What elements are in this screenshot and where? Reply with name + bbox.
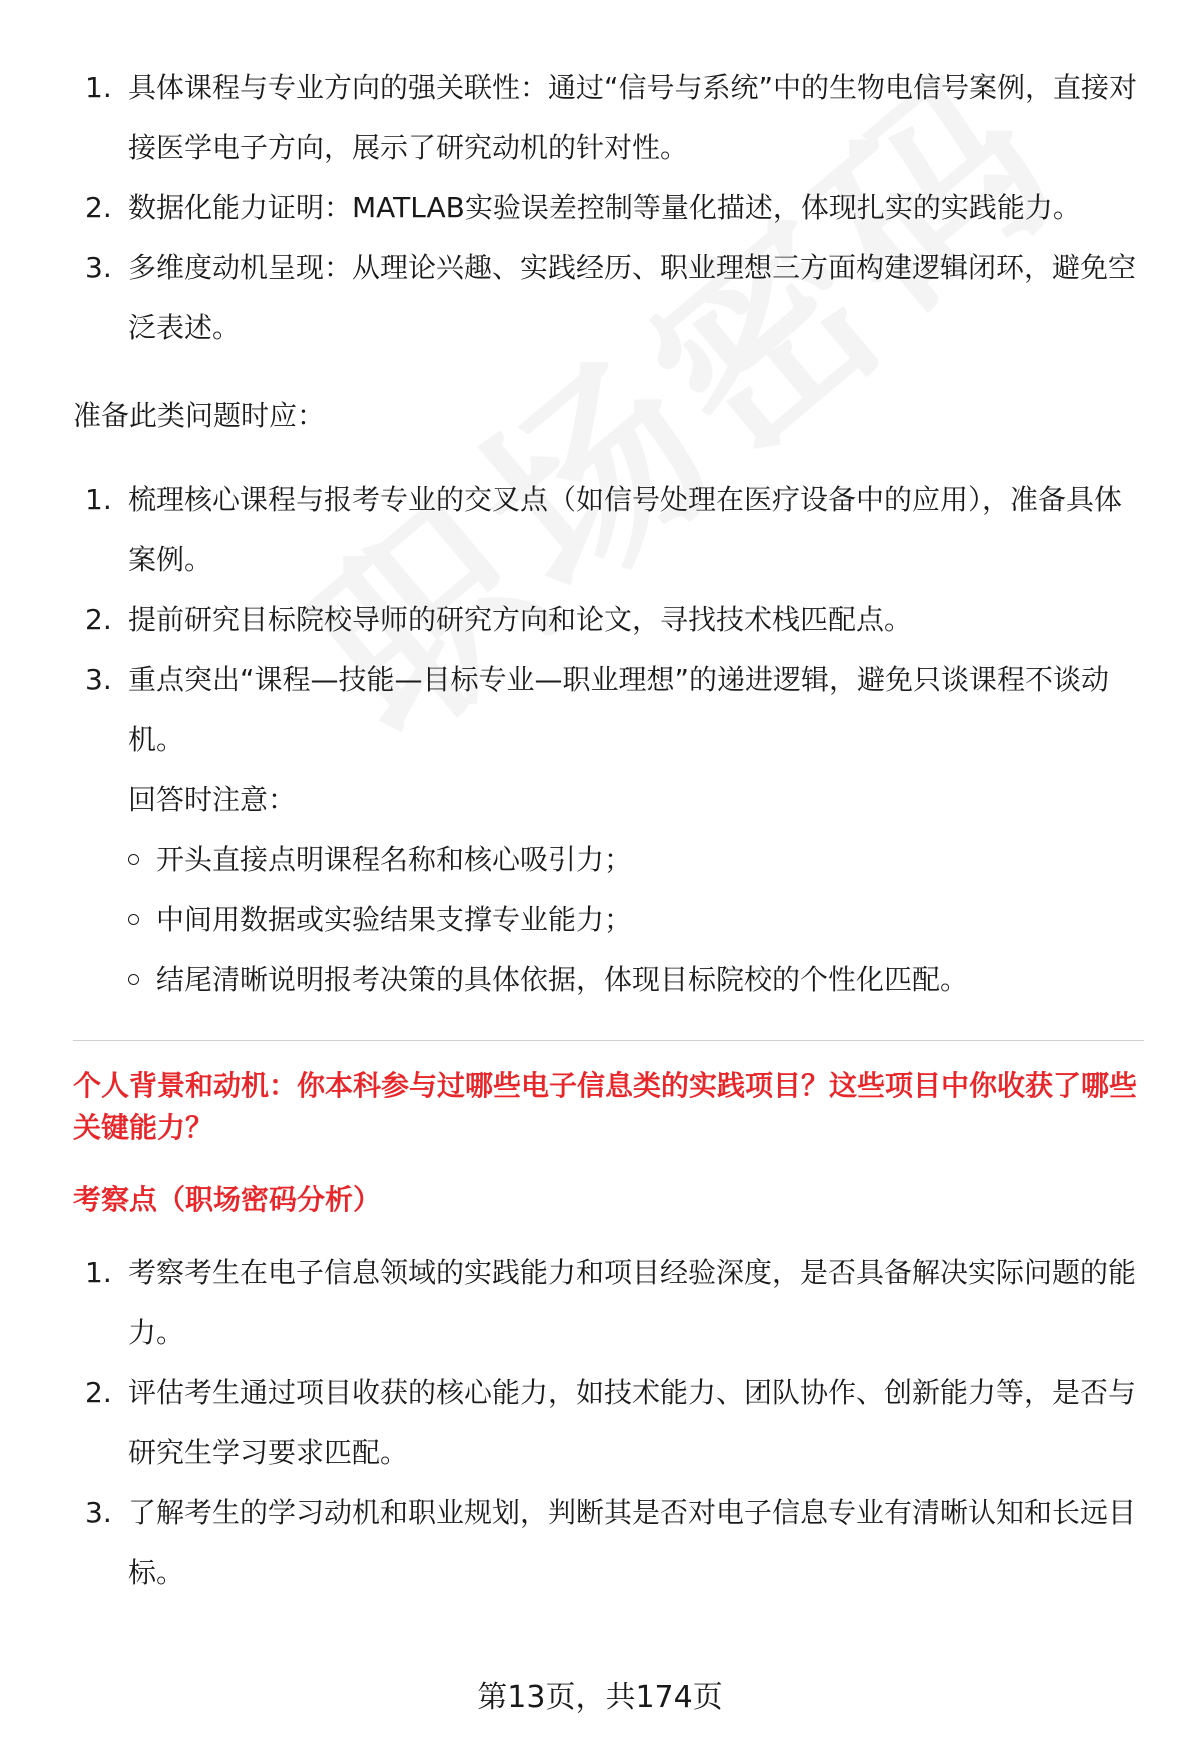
item-text: 结尾清晰说明报考决策的具体依据，体现目标院校的个性化匹配。 <box>156 963 969 996</box>
list-item <box>73 470 1144 590</box>
list-item <box>128 830 1144 890</box>
item-text: 评估考生通过项目收获的核心能力，如技术能力、团队协作、创新能力等，是否与研究生学习要求匹配。 <box>128 1376 1137 1469</box>
item-number: 1. <box>85 71 112 104</box>
item-number: 3. <box>85 251 112 284</box>
item-text: 考察考生在电子信息领域的实践能力和项目经验深度，是否具备解决实际问题的能力。 <box>128 1256 1137 1349</box>
answer-note-heading: 回答时注意： <box>128 783 297 816</box>
page-content <box>73 58 1144 1603</box>
list-item <box>73 1483 1144 1603</box>
circle-bullet-icon <box>128 914 139 925</box>
list-item <box>73 1243 1144 1363</box>
analysis-heading: 考察点（职场密码分析） <box>73 1183 382 1216</box>
list-item <box>73 58 1144 178</box>
item-number: 1. <box>85 1256 112 1289</box>
strengths-list <box>73 58 1144 358</box>
question-heading: 个人背景和动机：你本科参与过哪些电子信息类的实践项目？这些项目中你收获了哪些关键能力？ <box>73 1069 1138 1144</box>
item-text: 多维度动机呈现：从理论兴趣、实践经历、职业理想三方面构建逻辑闭环，避免空泛表述。 <box>128 251 1137 344</box>
item-number: 2. <box>85 1376 112 1409</box>
item-number: 3. <box>85 1496 112 1529</box>
item-text: 中间用数据或实验结果支撑专业能力； <box>156 903 633 936</box>
item-text: 数据化能力证明：MATLAB实验误差控制等量化描述，体现扎实的实践能力。 <box>128 191 1081 224</box>
circle-bullet-icon <box>128 974 139 985</box>
analysis-list <box>73 1243 1144 1603</box>
section-divider <box>73 1040 1144 1041</box>
prep-list <box>73 470 1144 830</box>
page-number: 第13页，共174页 <box>477 1680 723 1715</box>
list-item <box>73 238 1144 358</box>
list-item <box>73 590 1144 650</box>
prep-heading: 准备此类问题时应： <box>73 399 326 432</box>
item-text: 梳理核心课程与报考专业的交叉点（如信号处理在医疗设备中的应用），准备具体案例。 <box>128 483 1123 576</box>
item-text: 开头直接点明课程名称和核心吸引力； <box>156 843 633 876</box>
item-text: 重点突出“课程—技能—目标专业—职业理想”的递进逻辑，避免只谈课程不谈动机。 <box>128 663 1110 756</box>
list-item <box>73 1363 1144 1483</box>
answer-tips-list <box>73 830 1144 1010</box>
item-number: 2. <box>85 603 112 636</box>
item-number: 1. <box>85 483 112 516</box>
list-item <box>128 950 1144 1010</box>
circle-bullet-icon <box>128 854 139 865</box>
list-item <box>73 650 1144 830</box>
item-text: 具体课程与专业方向的强关联性：通过“信号与系统”中的生物电信号案例，直接对接医学电子方向，展示了研究动机的针对性。 <box>128 71 1138 164</box>
list-item <box>128 890 1144 950</box>
item-text: 了解考生的学习动机和职业规划，判断其是否对电子信息专业有清晰认知和长远目标。 <box>128 1496 1137 1589</box>
list-item <box>73 178 1144 238</box>
item-text: 提前研究目标院校导师的研究方向和论文，寻找技术栈匹配点。 <box>128 603 913 636</box>
item-number: 3. <box>85 663 112 696</box>
item-number: 2. <box>85 191 112 224</box>
